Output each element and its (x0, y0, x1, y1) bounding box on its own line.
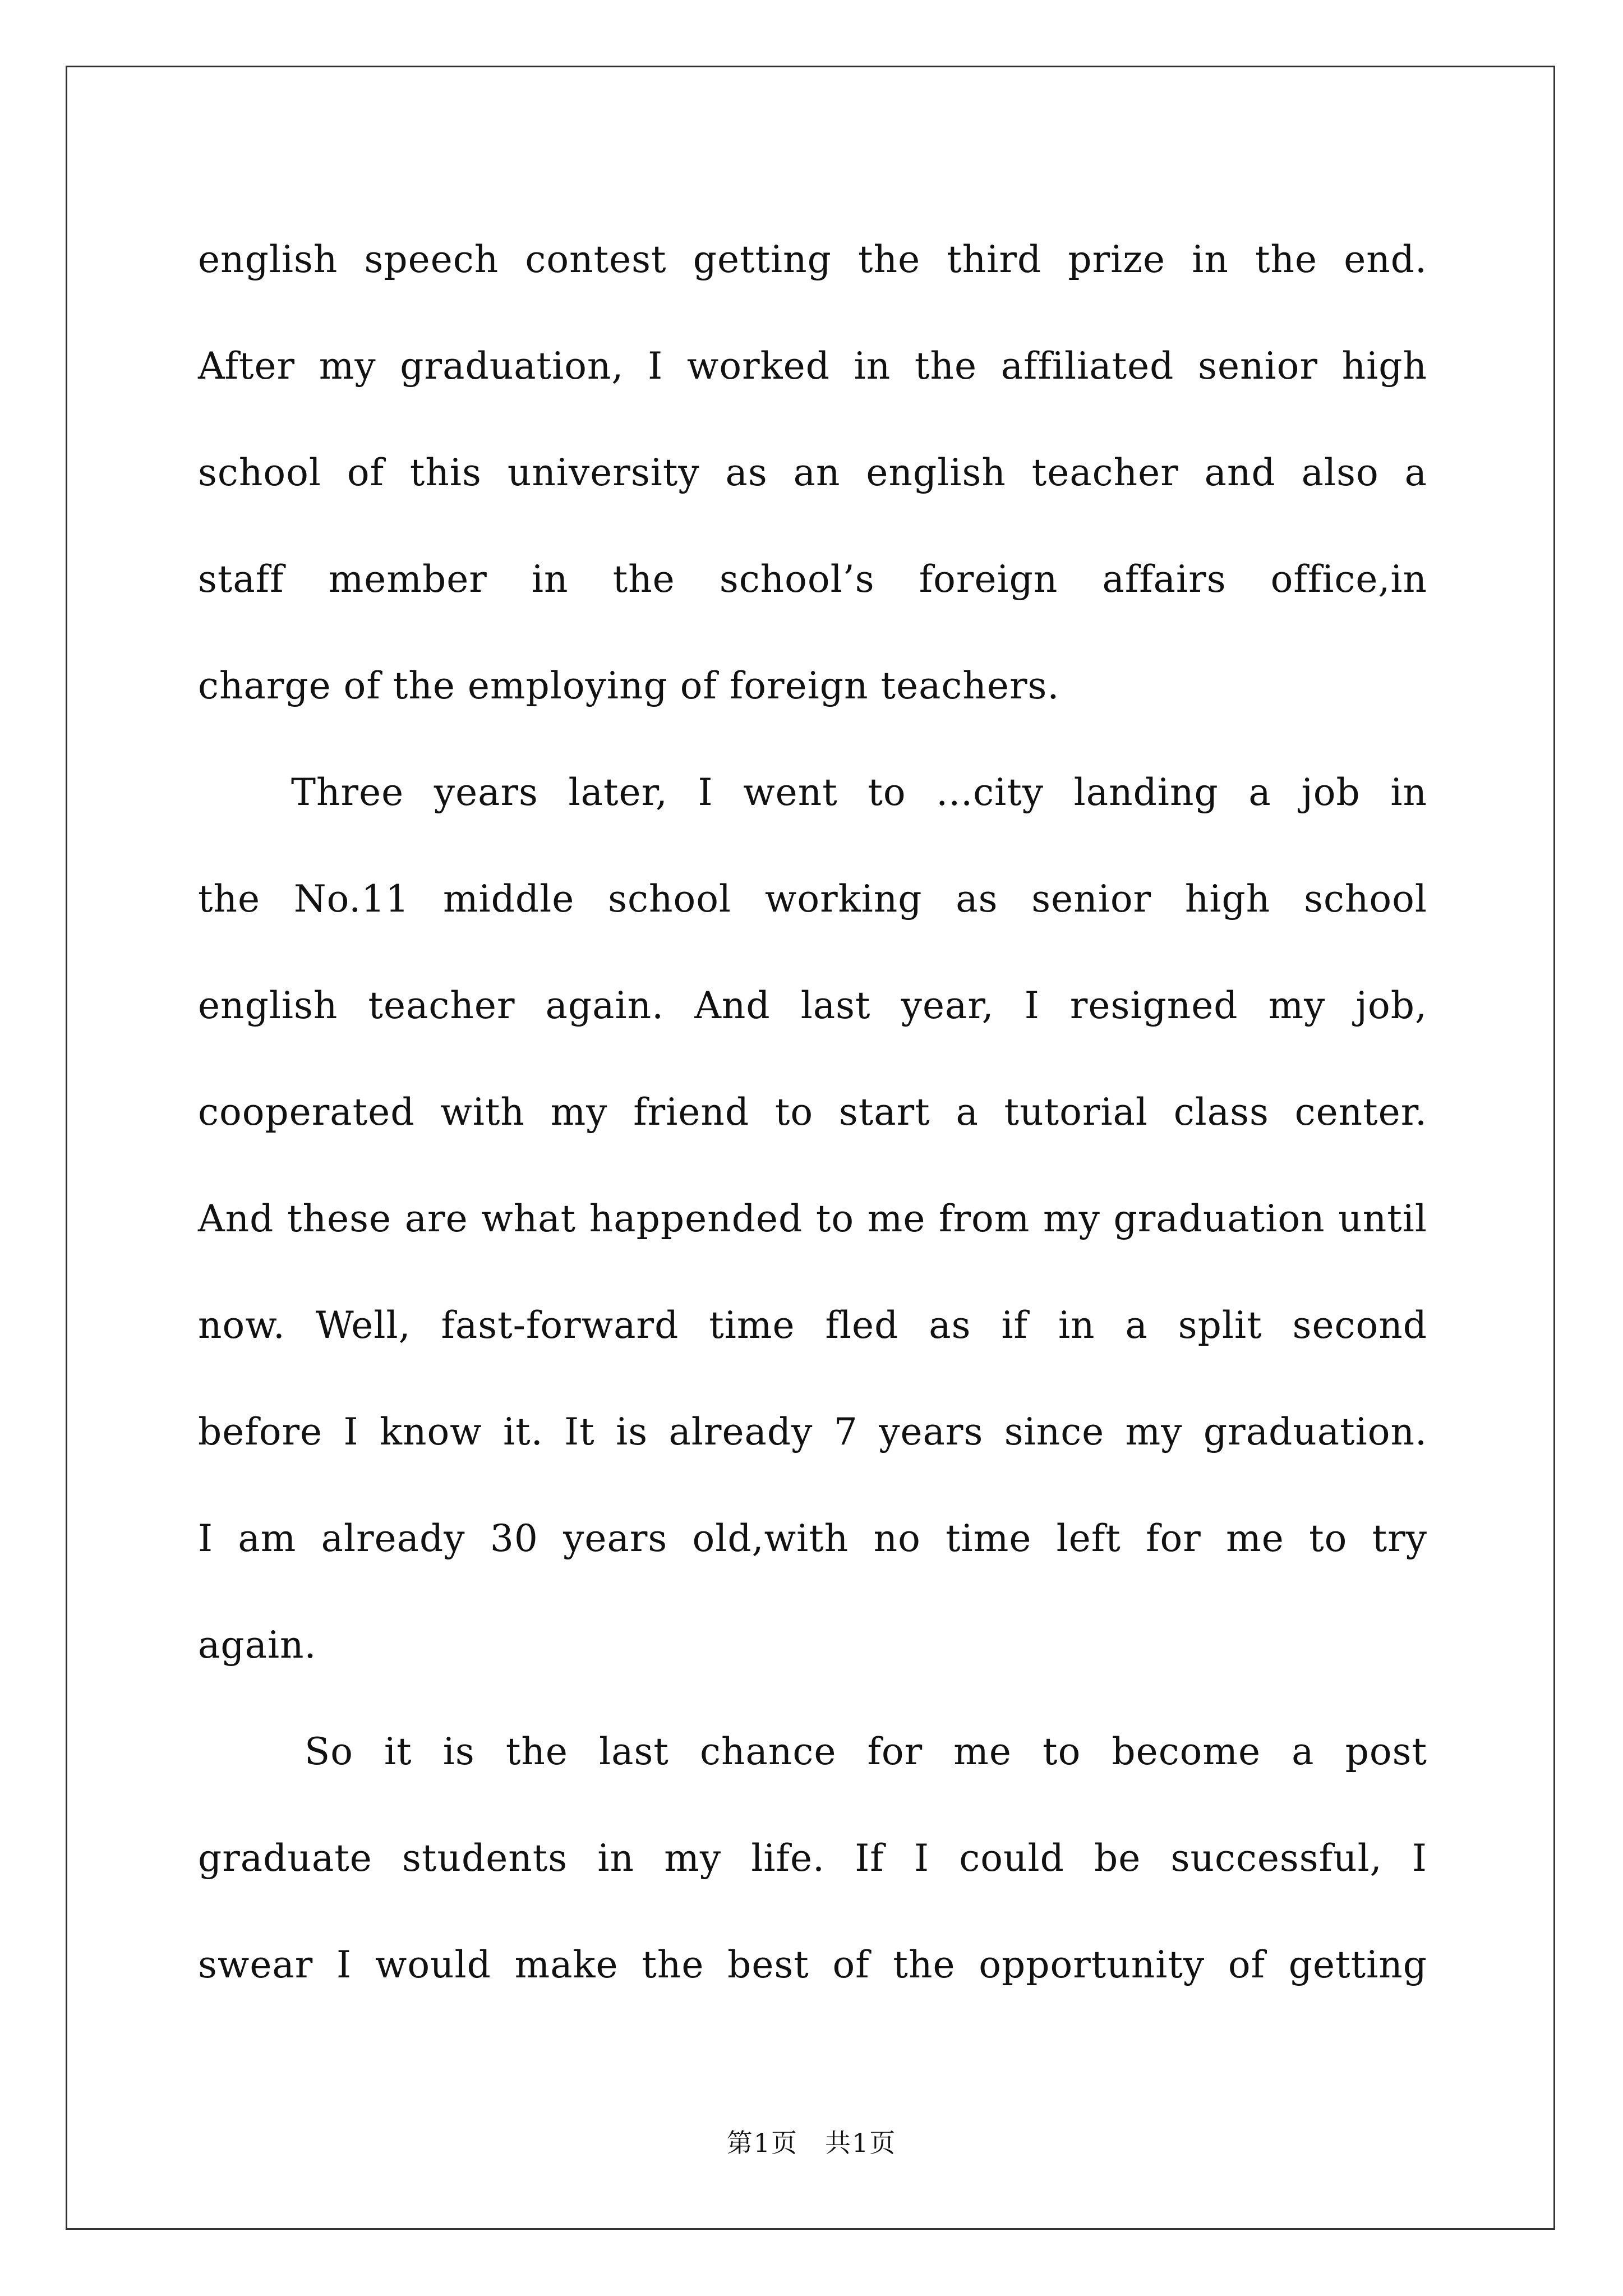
text-line: now. Well, fast-forward time fled as if in a split second (198, 1304, 1427, 1347)
text-line: I am already 30 years old,with no time left for me to try (198, 1517, 1427, 1560)
text-line: again. (198, 1623, 317, 1667)
text-line: And these are what happended to me from my graduation until (198, 1197, 1427, 1240)
text-line: staff member in the school’s foreign affairs office,in (198, 558, 1427, 601)
text-line: charge of the employing of foreign teachers. (198, 664, 1060, 707)
page-number: 第1页 共1页 (726, 2128, 897, 2158)
text-line: So it is the last chance for me to become a post (305, 1730, 1427, 1773)
text-line: swear I would make the best of the opportunity of getting (198, 1943, 1427, 1986)
text-line: school of this university as an english teacher and also a (198, 451, 1427, 494)
text-line: the No.11 middle school working as senior high school (198, 877, 1427, 921)
text-line: english teacher again. And last year, I resigned my job, (198, 984, 1427, 1027)
text-line: english speech contest getting the third prize in the end. (198, 238, 1427, 281)
text-line: cooperated with my friend to start a tutorial class center. (198, 1091, 1427, 1134)
text-line: Three years later, I went to ...city landing a job in (291, 771, 1427, 814)
document-body (198, 206, 1427, 2018)
text-line: After my graduation, I worked in the affiliated senior high (198, 344, 1427, 388)
text-line: before I know it. It is already 7 years since my graduation. (198, 1410, 1427, 1453)
text-line: graduate students in my life. If I could be successful, I (198, 1837, 1427, 1880)
